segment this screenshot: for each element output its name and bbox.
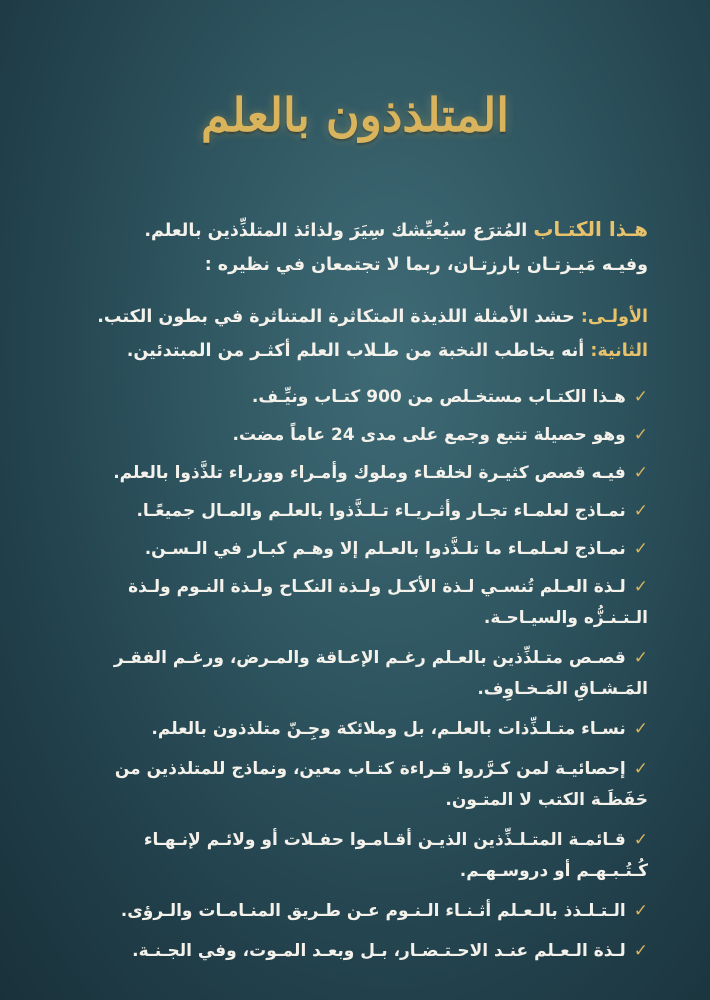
checklist-item (58, 534, 648, 565)
checklist-item (58, 458, 648, 489)
checklist-item-line (58, 825, 648, 856)
checkmark-icon: ✓ (633, 539, 648, 559)
checklist-item-line (58, 496, 648, 527)
checklist-item-text: إحصائيـة لمن كـرَّروا قـراءة كتـاب معين، ونماذج للمتلذذين من (114, 759, 626, 779)
checkmark-icon: ✓ (633, 719, 648, 739)
checklist-item-text: وهو حصيلة تتبع وجمع على مدى 24 عاماً مضت. (232, 425, 626, 445)
checklist-item-line (58, 714, 648, 745)
checkmark-icon: ✓ (633, 901, 648, 921)
checkmark-icon: ✓ (633, 463, 648, 483)
checklist-item-text: نمـاذج لعـلمـاء ما تلـذَّذوا بالعـلم إلا وهـم كبـار في الـسـن. (144, 539, 626, 559)
intro-paragraph (58, 212, 648, 282)
checkmark-icon: ✓ (633, 830, 648, 850)
feature-first-label: الأولـى: (580, 307, 648, 327)
intro-line-1 (58, 212, 648, 248)
checklist-item-line (58, 420, 648, 451)
checklist-item-line (58, 534, 648, 565)
checklist-item-line (58, 896, 648, 927)
checklist-item-line (58, 382, 648, 413)
checklist-item-text: قـائمـة المتـلـذِّذين الذيـن أقـامـوا حفـلات أو ولائـم لإنـهـاء (143, 830, 626, 850)
checklist-item (58, 896, 648, 927)
checklist-item-text: نمـاذج لعلمـاء تجـار وأثـريـاء تـلـذَّذوا بالعلـم والمـال جميعًـا. (136, 501, 626, 521)
checklist-item-line (58, 458, 648, 489)
checkmark-icon: ✓ (633, 577, 648, 597)
checklist-item-text: لـذة العـلم تُنسـي لـذة الأكـل ولـذة النكـاح ولـذة النـوم ولـذة (128, 577, 626, 597)
checkmark-icon: ✓ (633, 648, 648, 668)
intro-line-1-text: المُترَع سيُعيِّشك سِيَرَ ولذائذ المتلذِّذين بالعلم. (144, 221, 528, 241)
checklist-item-text: نسـاء متـلـذِّذات بالعلـم، بل وملائكة وجِـنّ متلذذون بالعلم. (151, 719, 626, 739)
feature-second-label: الثانية: (590, 341, 648, 361)
checklist-item-text: لـذة الـعـلم عنـد الاحـتـضـار، بـل وبعـد المـوت، وفي الجـنـة. (132, 941, 626, 961)
features-checklist (58, 382, 648, 967)
checklist-item-text: فيـه قصص كثيـرة لخلفـاء وملوك وأمـراء ووزراء تلذَّذوا بالعلم. (113, 463, 626, 483)
checklist-item-line (58, 572, 648, 603)
checklist-item (58, 420, 648, 451)
feature-second (58, 334, 648, 368)
feature-second-text: أنه يخاطب النخبة من طـلاب العلم أكثـر من المبتدئين. (126, 341, 585, 361)
checklist-item-line (58, 754, 648, 785)
checklist-item (58, 643, 648, 705)
feature-first-text: حشد الأمثلة اللذيذة المتكاثرة المتناثرة في بطون الكتب. (97, 307, 575, 327)
checklist-item-text: هـذا الكتـاب مستخـلص من 900 كتـاب ونيِّـف. (251, 387, 626, 407)
checklist-item-line (58, 936, 648, 967)
feature-first (58, 300, 648, 334)
book-title-calligraphy: المتلذذون بالعلم (200, 88, 509, 142)
checkmark-icon: ✓ (633, 425, 648, 445)
checklist-item (58, 382, 648, 413)
intro-brand: هـذا الكتـاب (533, 217, 648, 241)
checklist-item (58, 825, 648, 887)
checklist-item (58, 714, 648, 745)
checklist-item (58, 496, 648, 527)
checkmark-icon: ✓ (633, 387, 648, 407)
checklist-item-continuation: كُـتُـبـهـم أو دروسـهـم. (459, 861, 648, 881)
checklist-item-line (58, 643, 648, 674)
intro-line-2: وفيـه مَيـزتـان بارزتـان، ربما لا تجتمعان في نظيره : (204, 255, 648, 275)
checklist-item-text: قصـص متـلذِّذين بالعـلم رغـم الإعـاقة والمـرض، ورغـم الفقـر (113, 648, 626, 668)
checklist-item-text: الـتـلـذذ بالـعـلم أثـنـاء الـنـوم عـن طـريق المنـامـات والـرؤى. (120, 901, 626, 921)
checkmark-icon: ✓ (633, 501, 648, 521)
features-block (58, 300, 648, 368)
checklist-item-continuation: حَفَظَـة الكتب لا المتـون. (445, 790, 648, 810)
checklist-item (58, 754, 648, 816)
checklist-item-continuation: الـتـنـزُّه والسيـاحـة. (483, 608, 648, 628)
checkmark-icon: ✓ (633, 759, 648, 779)
checklist-item-continuation: المَـشـاقِ المَـخـاوِف. (477, 679, 648, 699)
checklist-item (58, 936, 648, 967)
checkmark-icon: ✓ (633, 941, 648, 961)
checklist-item (58, 572, 648, 634)
